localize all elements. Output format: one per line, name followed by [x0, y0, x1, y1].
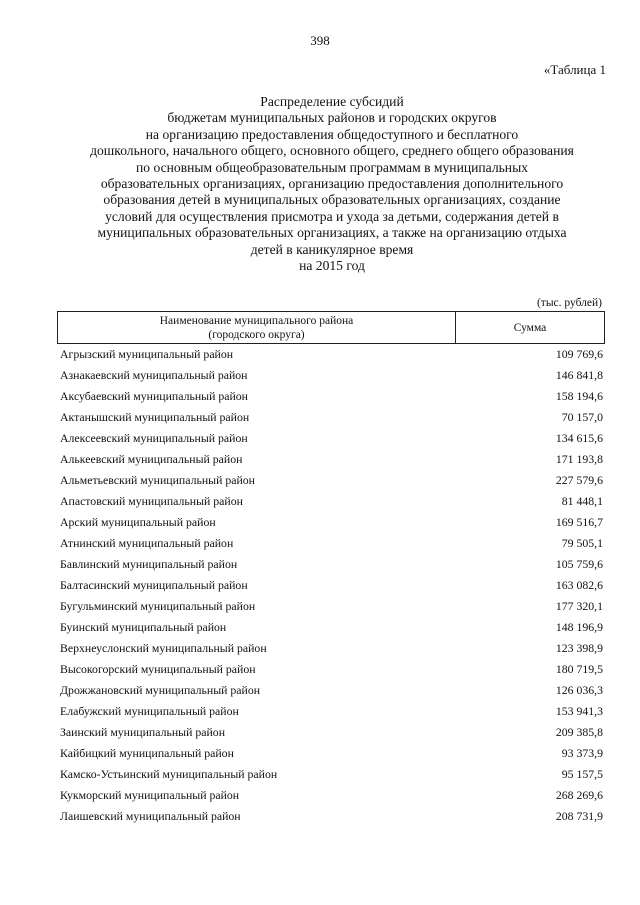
- row-sum-value: 169 516,7: [555, 515, 603, 529]
- row-sum-value: 93 373,9: [561, 746, 603, 760]
- page-number: 398: [310, 33, 330, 48]
- document-title: [40, 94, 624, 274]
- column-header-name: [58, 312, 456, 343]
- table-row: [60, 512, 603, 533]
- row-sum-value: 126 036,3: [555, 683, 603, 697]
- row-district-name: Высокогорский муниципальный район: [60, 662, 256, 676]
- table-row: [60, 491, 603, 512]
- row-district-name: Кукморский муниципальный район: [60, 788, 240, 802]
- title-line: условий для осуществления присмотра и ухода за детьми, содержания детей в: [105, 208, 559, 224]
- table-row: [60, 575, 603, 596]
- row-sum-value: 180 719,5: [555, 662, 603, 676]
- row-district-name: Бавлинский муниципальный район: [60, 557, 238, 571]
- row-sum-value: 81 448,1: [561, 494, 603, 508]
- row-district-name: Дрожжановский муниципальный район: [60, 683, 261, 697]
- table-row: [60, 806, 603, 827]
- row-district-name: Атнинский муниципальный район: [60, 536, 234, 550]
- column-header-sum: Сумма: [513, 321, 547, 334]
- row-sum-value: 95 157,5: [561, 767, 603, 781]
- table-row: [60, 386, 603, 407]
- table-row: [60, 428, 603, 449]
- row-district-name: Актанышский муниципальный район: [60, 410, 250, 424]
- row-sum-value: 146 841,8: [555, 368, 603, 382]
- row-sum-value: 177 320,1: [555, 599, 603, 613]
- row-sum-value: 109 769,6: [555, 347, 603, 361]
- row-sum-value: 171 193,8: [555, 452, 603, 466]
- row-district-name: Камско-Устьинский муниципальный район: [60, 767, 278, 781]
- title-line: на 2015 год: [299, 258, 365, 274]
- row-sum-value: 148 196,9: [555, 620, 603, 634]
- title-line: образовательных организациях, организацию предоставления дополнительного: [100, 176, 564, 192]
- row-sum-value: 153 941,3: [555, 704, 603, 718]
- row-district-name: Азнакаевский муниципальный район: [60, 368, 248, 382]
- row-sum-value: 105 759,6: [555, 557, 603, 571]
- row-sum-value: 158 194,6: [555, 389, 603, 403]
- table-caption: «Таблица 1: [543, 62, 606, 77]
- row-district-name: Кайбицкий муниципальный район: [60, 746, 234, 760]
- table-header: [57, 311, 605, 344]
- title-line: на организацию предоставления общедоступного и бесплатного: [145, 126, 519, 142]
- row-district-name: Агрызский муниципальный район: [60, 347, 234, 361]
- row-district-name: Аксубаевский муниципальный район: [60, 389, 248, 403]
- units-label: (тыс. рублей): [536, 297, 602, 309]
- row-district-name: Алькеевский муниципальный район: [60, 452, 243, 466]
- table-row: [60, 743, 603, 764]
- title-line: детей в каникулярное время: [250, 241, 414, 257]
- table-row: [60, 344, 603, 365]
- table-row: [60, 680, 603, 701]
- row-district-name: Алексеевский муниципальный район: [60, 431, 248, 445]
- title-line: муниципальных образовательных организациях, а также на организацию отдыха: [97, 225, 567, 241]
- column-header-name-line2: (городского округа): [208, 328, 305, 341]
- row-district-name: Лаишевский муниципальный район: [60, 809, 241, 823]
- row-sum-value: 123 398,9: [555, 641, 603, 655]
- table-row: [60, 449, 603, 470]
- row-sum-value: 208 731,9: [555, 809, 603, 823]
- row-sum-value: 227 579,6: [555, 473, 603, 487]
- row-district-name: Арский муниципальный район: [60, 515, 216, 529]
- row-district-name: Верхнеуслонский муниципальный район: [60, 641, 267, 655]
- table-row: [60, 617, 603, 638]
- table-row: [60, 785, 603, 806]
- row-district-name: Альметьевский муниципальный район: [60, 473, 255, 487]
- title-line: образования детей в муниципальных образовательных организациях, создание: [103, 192, 561, 208]
- row-sum-value: 209 385,8: [555, 725, 603, 739]
- title-line: бюджетам муниципальных районов и городских округов: [167, 110, 497, 126]
- title-line: Распределение субсидий: [260, 94, 404, 109]
- table-row: [60, 764, 603, 785]
- column-header-name-line1: Наименование муниципального района: [159, 314, 354, 327]
- row-district-name: Буинский муниципальный район: [60, 620, 227, 634]
- table-row: [60, 533, 603, 554]
- row-district-name: Бугульминский муниципальный район: [60, 599, 256, 613]
- table-row: [60, 554, 603, 575]
- row-sum-value: 268 269,6: [555, 788, 603, 802]
- row-district-name: Апастовский муниципальный район: [60, 494, 243, 508]
- table-row: [60, 701, 603, 722]
- table-row: [60, 470, 603, 491]
- row-district-name: Балтасинский муниципальный район: [60, 578, 248, 592]
- row-sum-value: 134 615,6: [555, 431, 603, 445]
- row-sum-value: 70 157,0: [561, 410, 603, 424]
- table-row: [60, 638, 603, 659]
- table-row: [60, 407, 603, 428]
- row-district-name: Заинский муниципальный район: [60, 725, 226, 739]
- row-district-name: Елабужский муниципальный район: [60, 704, 239, 718]
- table-row: [60, 722, 603, 743]
- title-line: дошкольного, начального общего, основного общего, среднего общего образования: [90, 143, 574, 159]
- title-line: по основным общеобразовательным программам в муниципальных: [135, 159, 529, 175]
- table-row: [60, 659, 603, 680]
- row-sum-value: 79 505,1: [561, 536, 603, 550]
- row-sum-value: 163 082,6: [555, 578, 603, 592]
- table-row: [60, 596, 603, 617]
- table-row: [60, 365, 603, 386]
- table-body: [60, 344, 603, 827]
